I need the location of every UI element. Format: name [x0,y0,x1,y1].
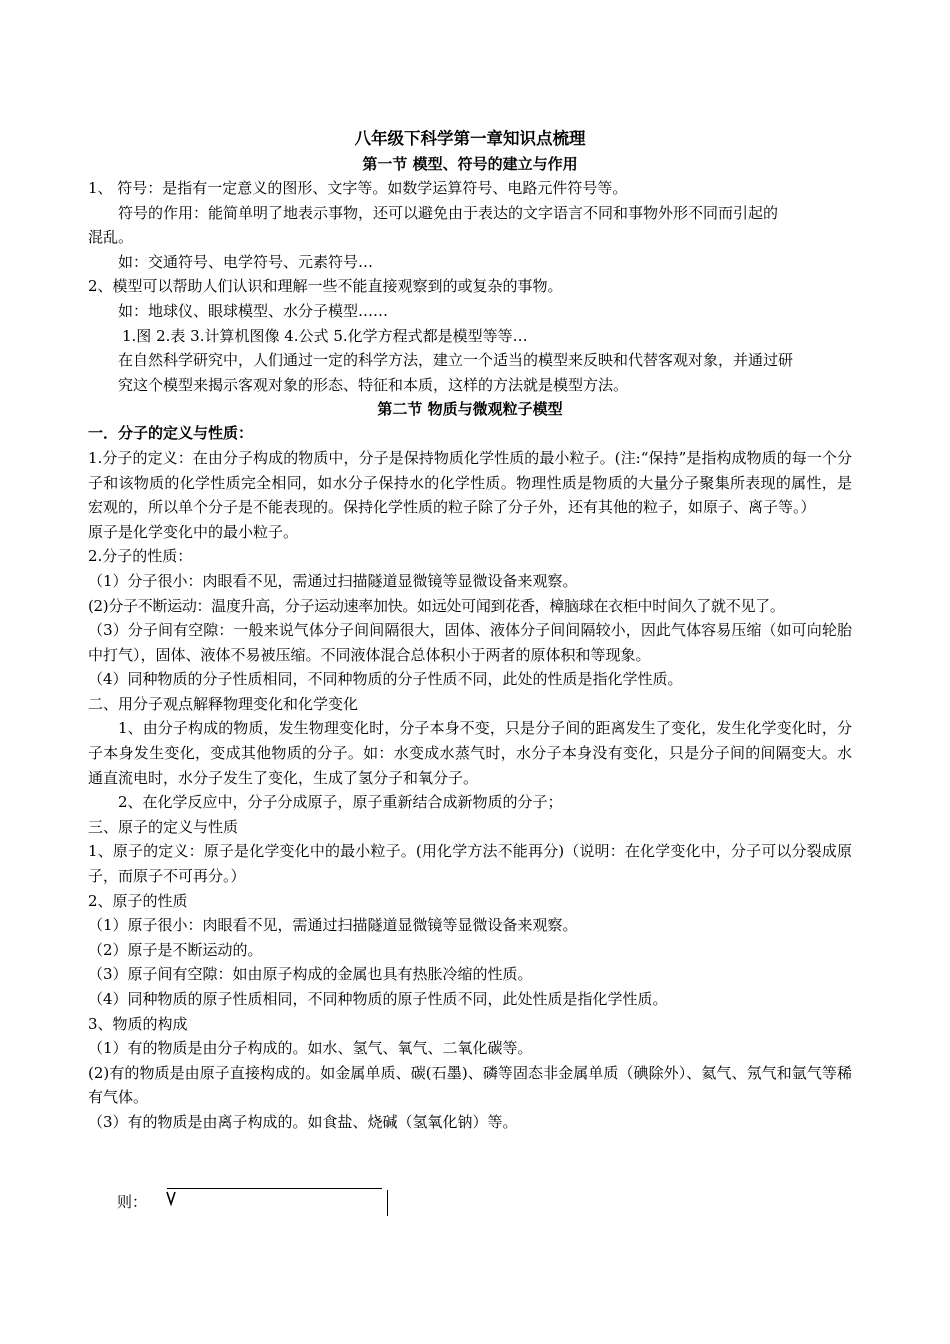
paragraph: 符号的作用：能简单明了地表示事物，还可以避免由于表达的文字语言不同和事物外形不同而引起的 [118,203,779,222]
paragraph [88,716,852,790]
list-item: （3）分子间有空隙：一般来说气体分子间间隔很大，固体、液体分子间间隔较小，因此气体容易压缩（如可向轮胎中打气），固体、液体不易被压缩。不同液体混合总体积小于两者的原体积和等现象。 [88,621,852,664]
subsection-title: 二、用分子观点解释物理变化和化学变化 [88,694,359,713]
paragraph: 2、原子的性质 [88,891,188,910]
paragraph: 2、模型可以帮助人们认识和理解一些不能直接观察到的或复杂的事物。 [88,277,563,296]
footer-label: 则： [117,1193,148,1211]
document-content [88,126,852,1135]
list-item: （3）原子间有空隙：如由原子构成的金属也具有热胀冷缩的性质。 [88,965,533,984]
subsection-title: 3、物质的构成 [88,1014,188,1033]
list-item: （1）分子很小：肉眼看不见，需通过扫描隧道显微镜等显微设备来观察。 [88,571,578,590]
paragraph: 1、原子的定义：原子是化学变化中的最小粒子。(用化学方法不能再分)（说明：在化学变化中，分子可以分裂成原子，而原子不可再分。） [88,842,852,886]
section-heading: 第一节 模型、符号的建立与作用 [362,155,578,173]
section-heading: 第二节 物质与微观粒子模型 [377,400,563,419]
subsection-title: 一．分子的定义与性质： [88,424,254,443]
bracket-end [387,1190,388,1216]
paragraph: 在自然科学研究中，人们通过一定的科学方法，建立一个适当的模型来反映和代替客观对象，并通过研 [118,351,794,370]
diagram-fragment [117,1188,417,1218]
document-title: 八年级下科学第一章知识点梳理 [354,129,586,148]
paragraph: 1.分子的定义：在由分子构成的物质中，分子是保持物质化学性质的最小粒子。(注:“保持”是指构成物质的每一个分子和该物质的化学性质完全相同，如水分子保持水的化学性质。物理性质是物质的大量分子聚集所表现的属性，是宏观的，所以单个分子是不能表现的。保持化学性质的粒子除了分子外，还有其他的粒子，如原子、离子等。） [88,448,852,517]
list-item: （4）同种物质的分子性质相同，不同种物质的分子性质不同，此处的性质是指化学性质。 [88,670,683,689]
list-item: (2)分子不断运动：温度升高，分子运动速率加快。如远处可闻到花香，樟脑球在衣柜中时间久了就不见了。 [88,596,785,615]
paragraph: 1.图 2.表 3.计算机图像 4.公式 5.化学方程式都是模型等等… [122,326,528,345]
list-item: （1）有的物质是由分子构成的。如水、氢气、氧气、二氧化碳等。 [88,1039,533,1058]
paragraph: 如：交通符号、电学符号、元素符号… [118,252,374,271]
paragraph: 如：地球仪、眼球模型、水分子模型…… [118,301,389,320]
paragraph: 1、 符号：是指有一定意义的图形、文字等。如数学运算符号、电路元件符号等。 [88,179,628,197]
list-item: (2)有的物质是由原子直接构成的。如金属单质、碳(石墨)、磷等固态非金属单质（碘除外）、氦气、氖气和氩气等稀有气体。 [88,1063,852,1107]
paragraph-text: 1、由分子构成的物质，发生物理变化时，分子本身不变，只是分子间的距离发生了变化，发生化学变化时，分子本身发生变化，变成其他物质的分子。如：水变成水蒸气时，水分子本身没有变化，只是分子间的间隔变大。水通直流电时，水分子发生了变化，生成了氢分子和氧分子。 [88,719,852,787]
subsection-title: 三、原子的定义与性质 [88,817,239,836]
list-item: （3）有的物质是由离子构成的。如食盐、烧碱（氢氧化钠）等。 [88,1112,518,1131]
paragraph: 究这个模型来揭示客观对象的形态、特征和本质，这样的方法就是模型方法。 [118,375,629,394]
bracket-line [167,1188,382,1189]
paragraph-text: 2、在化学反应中，分子分成原子，原子重新结合成新物质的分子； [118,793,563,812]
list-item: （2）原子是不断运动的。 [88,940,263,959]
list-item: （4）同种物质的原子性质相同，不同种物质的原子性质不同，此处性质是指化学性质。 [88,990,668,1008]
list-item: （1）原子很小：肉眼看不见，需通过扫描隧道显微镜等显微设备来观察。 [88,916,578,935]
paragraph [88,790,852,815]
arrow-down-icon [165,1190,177,1206]
paragraph: 2.分子的性质： [88,547,193,566]
paragraph: 混乱。 [88,228,134,247]
paragraph: 原子是化学变化中的最小粒子。 [88,522,299,541]
